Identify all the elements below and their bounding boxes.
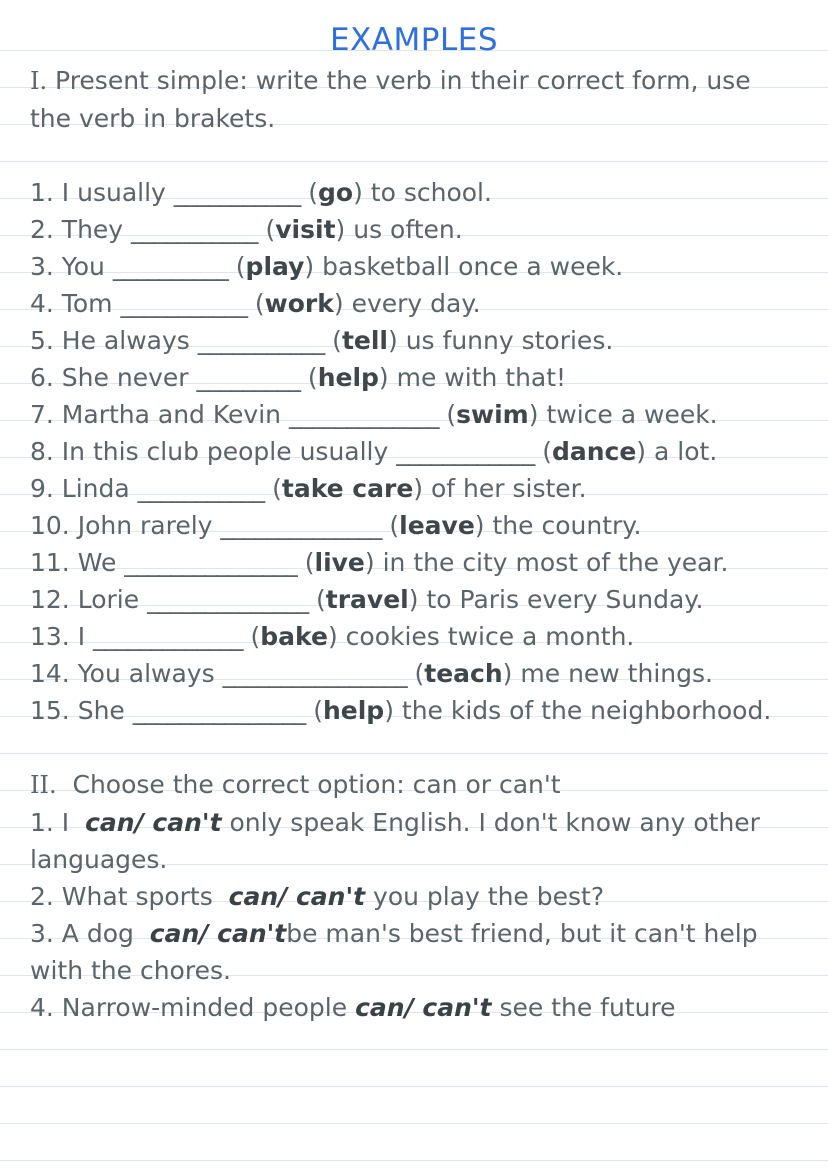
item-text-after: us often. [345,215,463,244]
paren-open: ( [296,548,315,577]
item-text-after: to Paris every Sunday. [418,585,704,614]
paren-close: ) [387,326,398,355]
item-text-after: the kids of the neighborhood. [393,696,772,725]
item-text-after: us funny stories. [397,326,614,355]
item-text-after: see the future [491,993,676,1022]
paren-close: ) [304,252,315,281]
item-number: 4. [30,993,54,1022]
item-number: 3. [30,252,54,281]
item-number: 14. [30,659,70,688]
paren-open: ( [438,400,457,429]
paren-close: ) [528,400,539,429]
option-can[interactable]: can [355,993,405,1022]
item-number: 13. [30,622,70,651]
section-1-heading [30,62,798,137]
item-text-before: She never [53,363,197,392]
item-text-after: you play the best? [365,882,605,911]
item-text-after: a lot. [646,437,718,466]
verb-in-brackets: help [322,696,385,725]
paren-open: ( [227,252,246,281]
choice-item [30,804,798,878]
item-text-after: the country. [484,511,642,540]
paren-close: ) [502,659,513,688]
paren-open: ( [300,178,318,207]
item-text-after: me with that! [388,363,567,392]
paren-open: ( [534,437,552,466]
exercise-item [30,470,798,507]
paren-open: ( [406,659,425,688]
exercise-item [30,359,798,396]
section-2-items [30,804,798,1026]
answer-blank[interactable]: ______________ [220,511,382,540]
item-number: 2. [30,882,54,911]
item-text-before: They [53,215,132,244]
item-text-after: to school. [362,178,492,207]
exercise-item [30,581,798,618]
answer-blank[interactable]: _________ [196,363,300,392]
item-text-before: What sports [53,882,229,911]
option-separator: / [278,882,288,911]
paren-open: ( [381,511,400,540]
paren-open: ( [246,289,265,318]
verb-in-brackets: live [314,548,365,577]
item-text-after: of her sister. [423,474,587,503]
answer-blank[interactable]: _______________ [132,696,306,725]
item-text-before: I [69,622,94,651]
item-number: 2. [30,215,54,244]
paren-close: ) [413,474,424,503]
section-2-marker: II. [30,771,57,799]
exercise-item [30,655,798,692]
answer-blank[interactable]: ___________ [137,474,265,503]
page-title: EXAMPLES [329,22,498,58]
verb-in-brackets: leave [399,511,475,540]
exercise-item [30,211,798,248]
paren-open: ( [264,474,282,503]
item-text-before: You always [69,659,223,688]
option-separator: / [134,808,144,837]
item-text-before: John rarely [69,511,221,540]
verb-in-brackets: play [245,252,305,281]
exercise-item [30,396,798,433]
paren-open: ( [324,326,342,355]
option-can[interactable]: can [149,919,200,948]
option-can[interactable]: can [85,808,135,837]
paren-close: ) [636,437,647,466]
answer-blank[interactable]: _____________ [93,622,243,651]
verb-in-brackets: help [317,363,379,392]
item-number: 1. [30,808,54,837]
item-number: 5. [30,326,54,355]
option-cant[interactable]: can't [208,919,287,948]
item-number: 1. [30,178,54,207]
paren-open: ( [305,696,323,725]
option-can[interactable]: can [228,882,279,911]
exercise-item [30,285,798,322]
section-2-heading [30,766,798,804]
answer-blank[interactable]: __________ [112,252,228,281]
paren-open: ( [257,215,276,244]
paren-close: ) [408,585,419,614]
section-1-items [30,174,798,729]
item-text-after: basketball once a week. [314,252,624,281]
item-number: 12. [30,585,70,614]
choice-item [30,915,798,989]
item-text-before: Narrow-minded people [53,993,356,1022]
exercise-item [30,618,798,655]
item-number: 4. [30,289,54,318]
paren-open: ( [299,363,318,392]
exercise-item [30,692,798,729]
paren-close: ) [378,363,389,392]
exercise-item [30,174,798,211]
verb-in-brackets: go [318,178,354,207]
exercise-item [30,322,798,359]
exercise-item [30,507,798,544]
exercise-item [30,248,798,285]
blank-line-1 [30,137,798,174]
paren-close: ) [333,289,344,318]
verb-in-brackets: work [264,289,334,318]
exercise-item [30,544,798,581]
item-text-after: cookies twice a month. [337,622,635,651]
section-1 [30,62,798,1026]
section-2-heading-text: Choose the correct option: can or can't [56,770,561,799]
answer-blank[interactable]: ________________ [222,659,407,688]
exercise-item [30,433,798,470]
verb-in-brackets: travel [325,585,409,614]
verb-in-brackets: visit [275,215,336,244]
choice-item [30,989,798,1026]
verb-in-brackets: swim [456,400,529,429]
item-number: 10. [30,511,70,540]
section-1-heading-text: Present simple: write the verb in their correct form, use the verb in brakets. [30,66,759,133]
item-number: 11. [30,548,70,577]
item-text-after: in the city most of the year. [374,548,729,577]
answer-blank[interactable]: ___________ [173,178,301,207]
verb-in-brackets: dance [551,437,637,466]
item-text-before: You [53,252,113,281]
item-text-before: In this club people usually [53,437,397,466]
item-text-before: He always [53,326,198,355]
verb-in-brackets: take care [281,474,414,503]
answer-blank[interactable]: _______________ [124,548,297,577]
item-text-before: She [69,696,133,725]
answer-blank[interactable]: ___________ [131,215,258,244]
paren-close: ) [474,511,485,540]
paren-close: ) [364,548,375,577]
paren-close: ) [327,622,338,651]
item-text-after: only speak English. I don't know any other languages. [30,808,768,874]
option-cant[interactable]: can't [413,993,492,1022]
verb-in-brackets: tell [341,326,388,355]
item-number: 3. [30,919,54,948]
item-text-before: We [69,548,125,577]
paren-close: ) [335,215,346,244]
item-number: 15. [30,696,70,725]
answer-blank[interactable]: ___________ [197,326,325,355]
blank-line-2 [30,729,798,766]
item-text-after: every day. [343,289,481,318]
option-separator: / [199,919,209,948]
item-number: 9. [30,474,54,503]
option-cant[interactable]: can't [287,882,366,911]
paren-open: ( [308,585,326,614]
item-number: 8. [30,437,54,466]
item-text-after: me new things. [512,659,713,688]
paren-close: ) [353,178,363,207]
item-number: 7. [30,400,54,429]
answer-blank[interactable]: ____________ [396,437,535,466]
answer-blank[interactable]: ___________ [120,289,247,318]
answer-blank[interactable]: ______________ [147,585,309,614]
section-1-marker: I. [30,67,48,95]
item-text-before: Tom [53,289,121,318]
item-text-after: twice a week. [538,400,718,429]
answer-blank[interactable]: _____________ [288,400,439,429]
item-number: 6. [30,363,54,392]
item-text-before: Linda [53,474,138,503]
verb-in-brackets: bake [260,622,328,651]
option-separator: / [404,993,414,1022]
paren-open: ( [242,622,261,651]
item-text-before: Martha and Kevin [53,400,289,429]
item-text-before: A dog [53,919,150,948]
verb-in-brackets: teach [424,659,503,688]
item-text-before: Lorie [69,585,148,614]
option-cant[interactable]: can't [143,808,222,837]
item-text-before: I usually [53,178,174,207]
item-text-after: be man's best friend, but it can't help with the chores. [30,919,766,985]
choice-item [30,878,798,915]
paren-close: ) [384,696,394,725]
item-text-before: I [53,808,86,837]
